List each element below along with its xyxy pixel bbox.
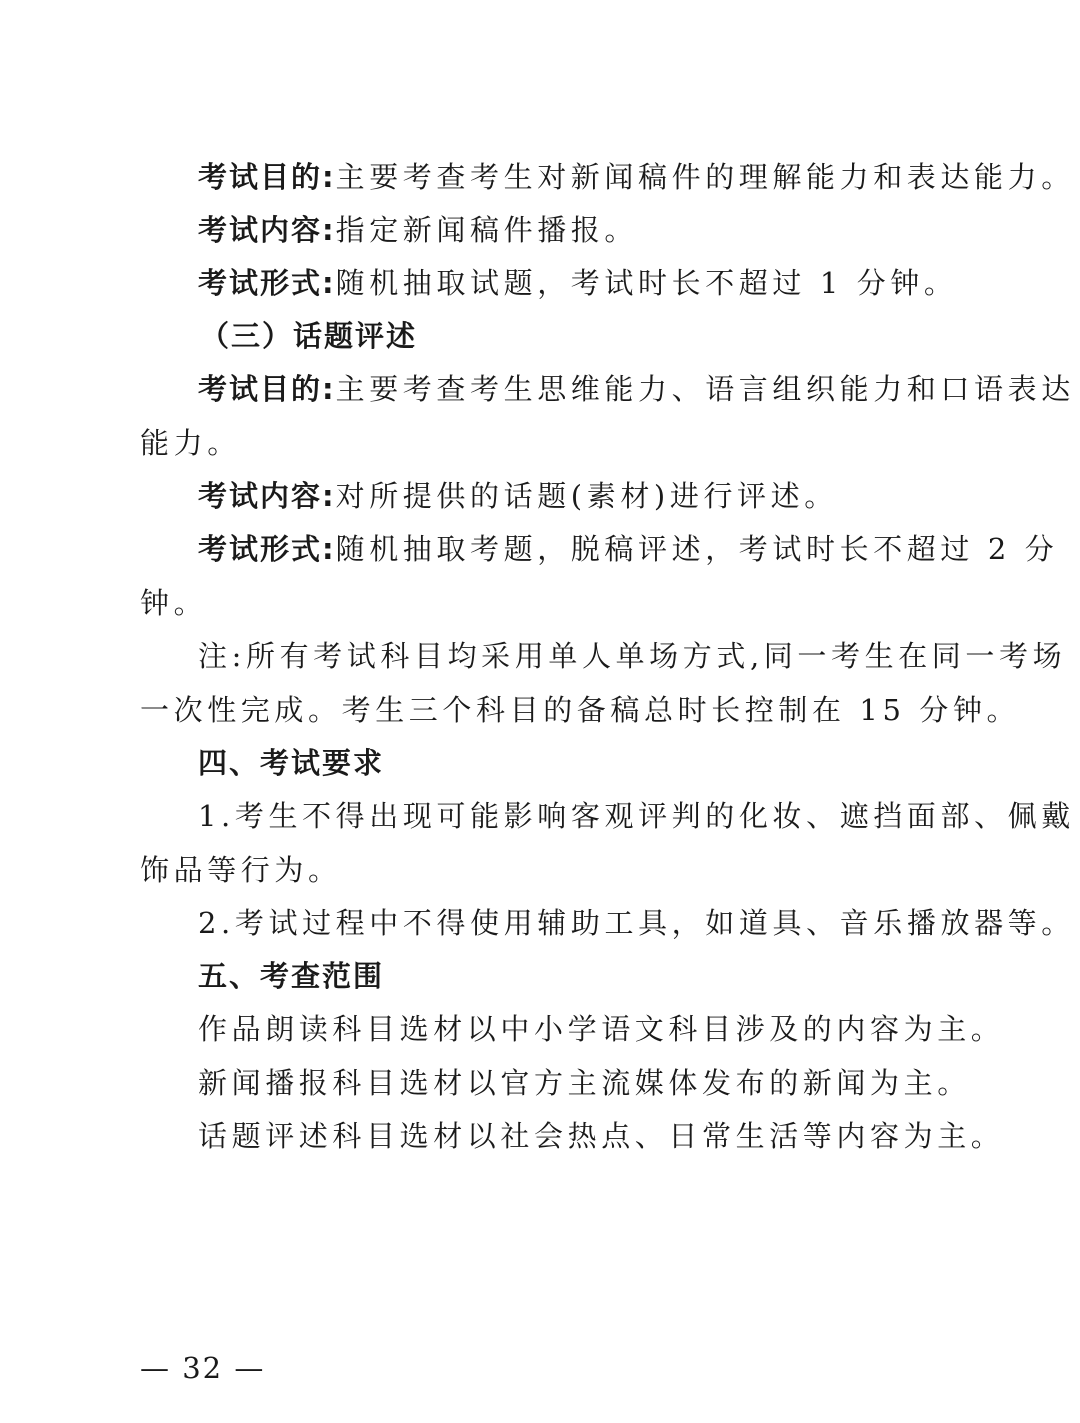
purpose-label: 考试目的: <box>198 372 336 406</box>
scope-line-2: 新闻播报科目选材以官方主流媒体发布的新闻为主。 <box>198 1066 971 1100</box>
content-text: 指定新闻稿件播报。 <box>335 213 639 247</box>
note-paragraph-line2: 一次性完成。考生三个科目的备稿总时长控制在 15 分钟。 <box>140 693 1021 727</box>
purpose-label: 考试目的: <box>198 160 336 194</box>
content-label: 考试内容: <box>198 479 336 513</box>
section-heading-scope: 五、考查范围 <box>198 959 385 993</box>
requirement-item-1-line2: 饰品等行为。 <box>140 853 342 887</box>
purpose-text: 主要考查考生对新闻稿件的理解能力和表达能力。 <box>335 160 1075 194</box>
form-label: 考试形式: <box>198 532 336 566</box>
section-heading-requirements: 四、考试要求 <box>198 746 385 780</box>
note-paragraph-line1: 注:所有考试科目均采用单人单场方式,同一考生在同一考场 <box>198 639 1067 673</box>
paragraph-purpose-topic-cont: 能力。 <box>140 426 241 460</box>
content-text: 对所提供的话题(素材)进行评述。 <box>335 479 838 513</box>
scope-line-1: 作品朗读科目选材以中小学语文科目涉及的内容为主。 <box>198 1012 1005 1046</box>
requirement-item-1-line1: 1.考生不得出现可能影响客观评判的化妆、遮挡面部、佩戴 <box>198 799 1075 833</box>
paragraph-purpose-news <box>198 157 1075 197</box>
content-label: 考试内容: <box>198 213 336 247</box>
form-label: 考试形式: <box>198 266 336 300</box>
paragraph-form-topic-cont: 钟。 <box>140 586 208 620</box>
paragraph-purpose-topic <box>198 369 1075 409</box>
paragraph-form-topic <box>198 529 1059 569</box>
page-number: — 32 — <box>140 1351 266 1385</box>
section-heading-topic-commentary: （三）话题评述 <box>200 319 418 353</box>
scope-line-3: 话题评述科目选材以社会热点、日常生活等内容为主。 <box>198 1119 1005 1153</box>
paragraph-form-news <box>198 263 960 303</box>
purpose-text: 主要考查考生思维能力、语言组织能力和口语表达 <box>335 372 1075 406</box>
form-text: 随机抽取试题，考试时长不超过 1 分钟。 <box>335 266 958 300</box>
requirement-item-2: 2.考试过程中不得使用辅助工具，如道具、音乐播放器等。 <box>198 906 1075 940</box>
form-text: 随机抽取考题，脱稿评述，考试时长不超过 2 分 <box>335 532 1059 566</box>
paragraph-content-topic <box>198 476 960 516</box>
paragraph-content-news <box>198 210 960 250</box>
